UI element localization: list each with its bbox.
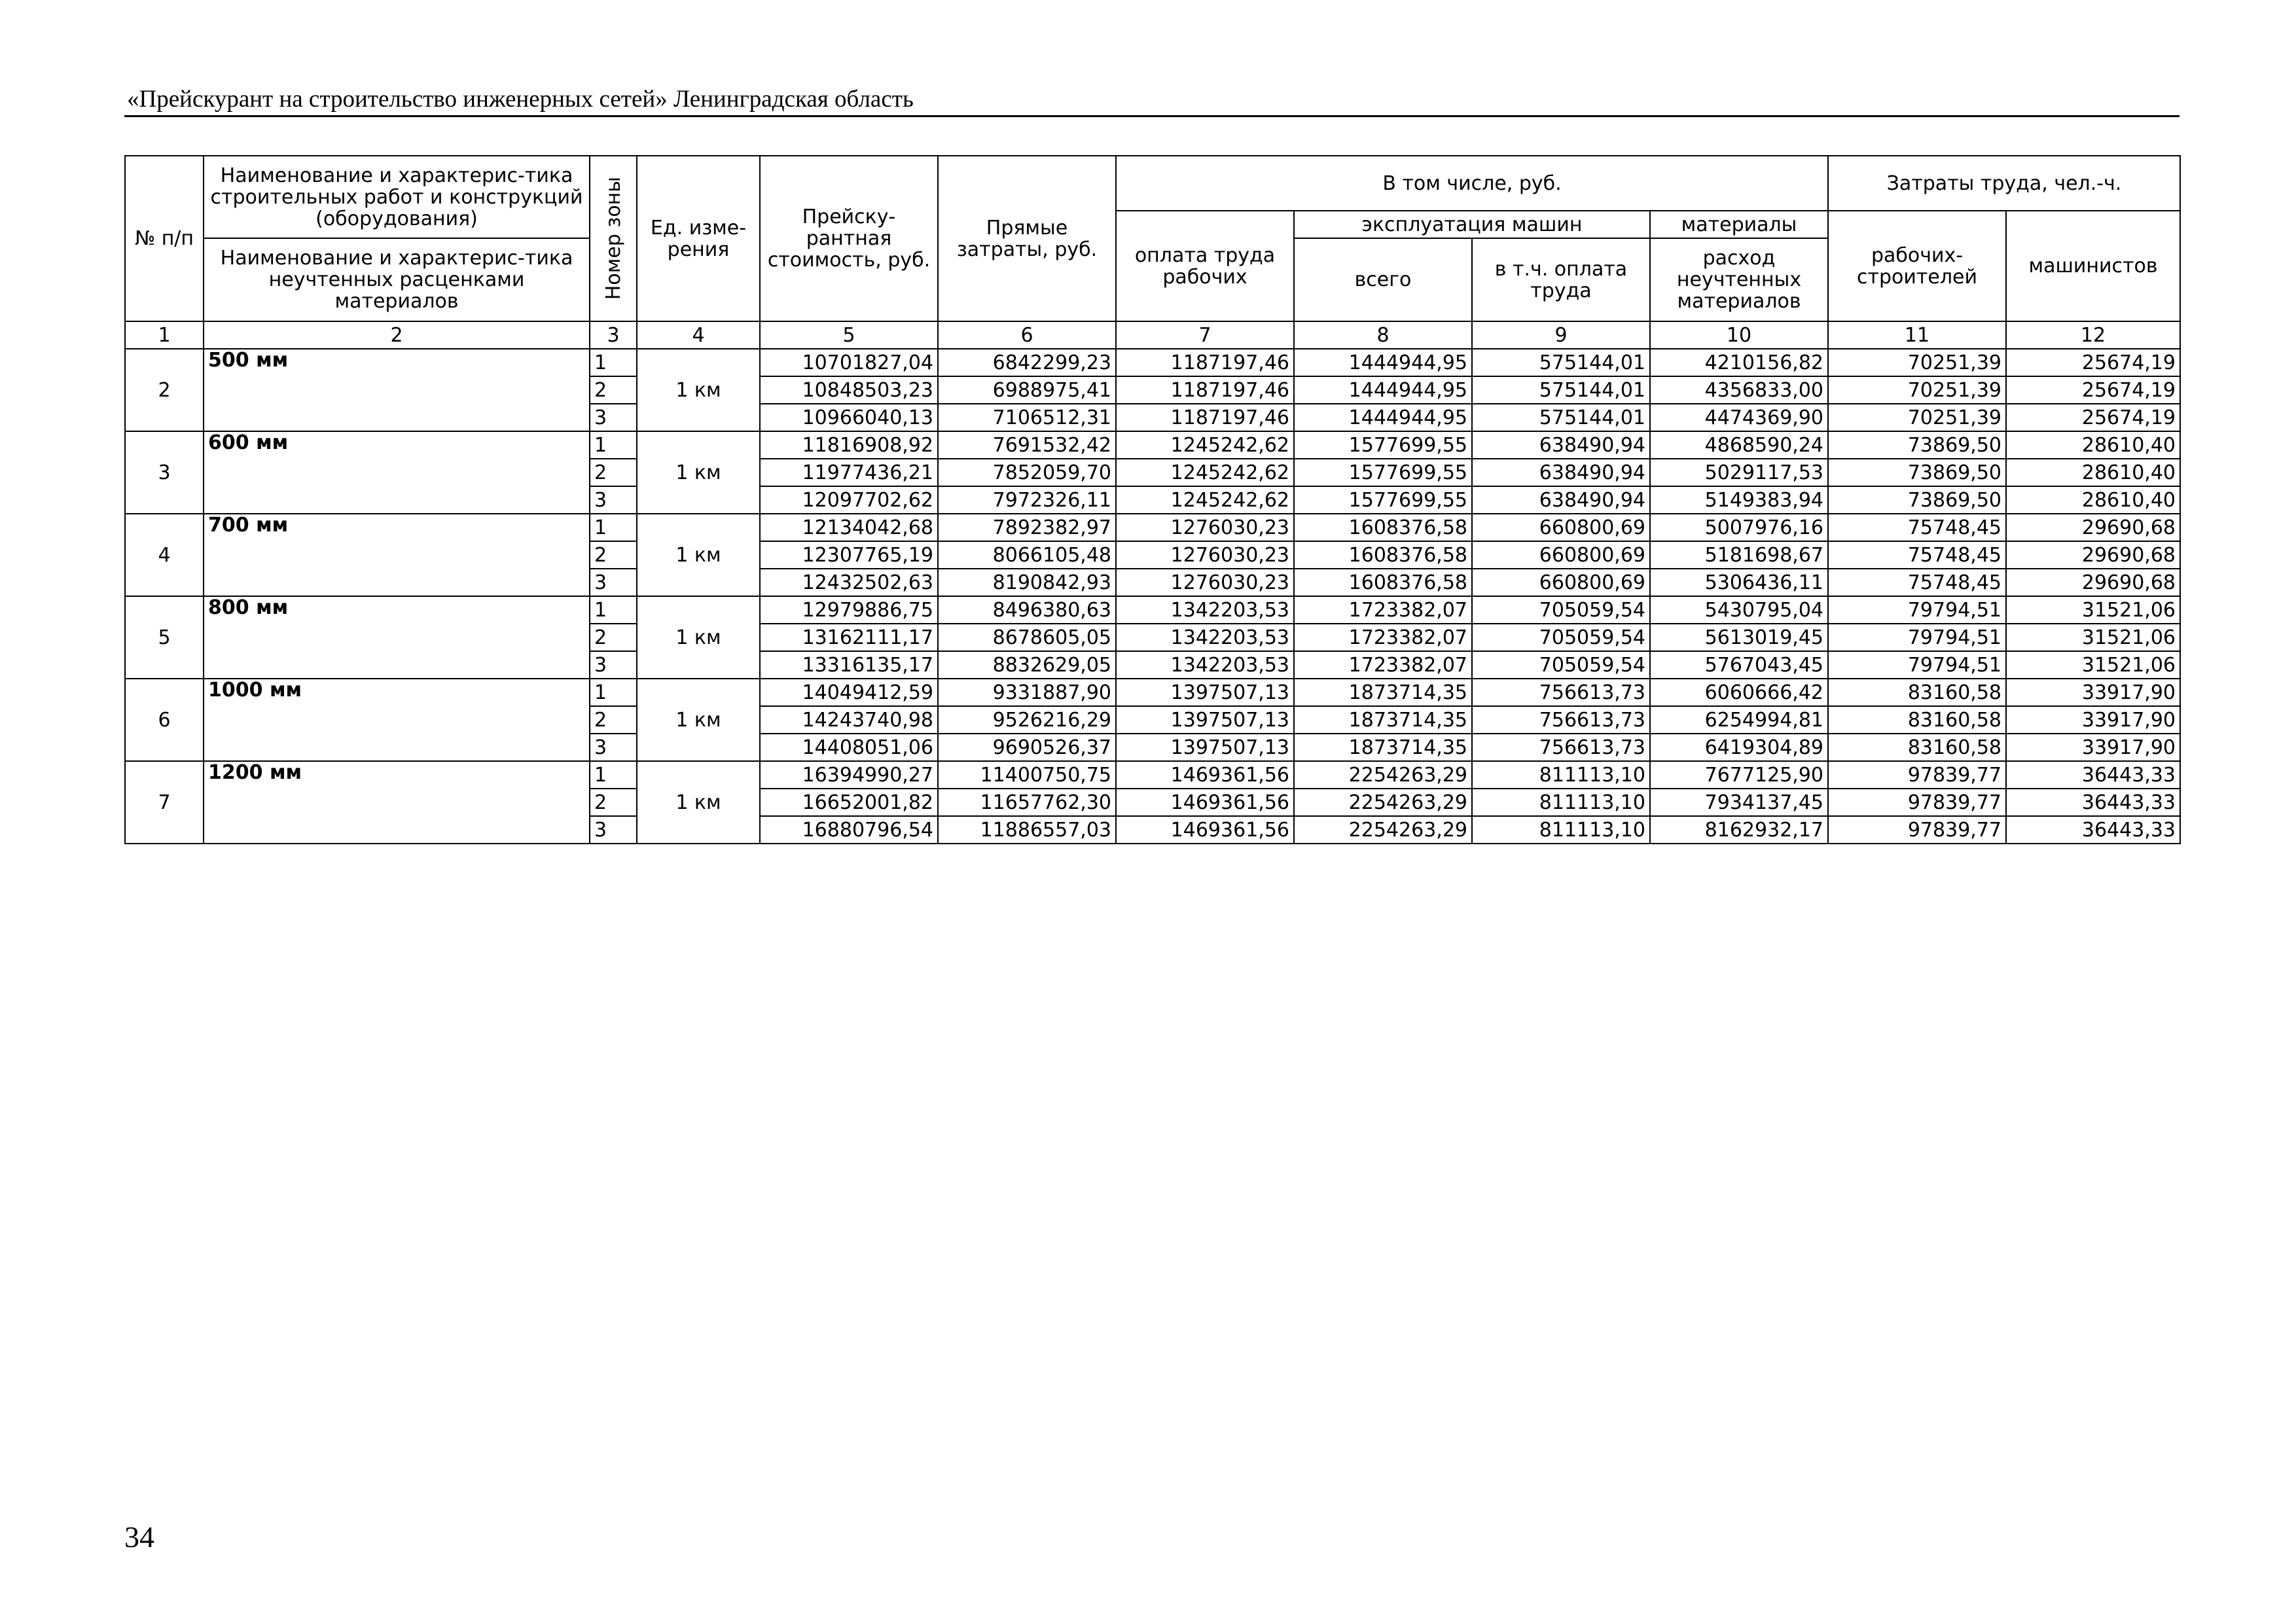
- price-value: 16394990,27: [760, 761, 938, 789]
- col-index: 8: [1294, 321, 1472, 349]
- machines-total-value: 2254263,29: [1294, 816, 1472, 844]
- table-row: [125, 679, 2180, 706]
- row-number: 5: [125, 596, 204, 679]
- operators-hours-value: 36443,33: [2006, 761, 2180, 789]
- price-value: 12097702,62: [760, 486, 938, 514]
- unit: 1 км: [637, 679, 760, 761]
- machines-wages-value: 705059,54: [1472, 624, 1650, 651]
- row-number: 4: [125, 514, 204, 596]
- direct-costs-value: 9526216,29: [938, 706, 1116, 734]
- item-name: 800 мм: [204, 596, 590, 679]
- zone-number: 3: [590, 404, 637, 431]
- col-header-labor: Затраты труда, чел.-ч.: [1828, 156, 2180, 211]
- price-value: 16880796,54: [760, 816, 938, 844]
- price-value: 13316135,17: [760, 651, 938, 679]
- price-table-container: [124, 155, 2181, 844]
- col-index: 12: [2006, 321, 2180, 349]
- operators-hours-value: 28610,40: [2006, 486, 2180, 514]
- item-name: 600 мм: [204, 431, 590, 514]
- operators-hours-value: 25674,19: [2006, 376, 2180, 404]
- machines-total-value: 1444944,95: [1294, 349, 1472, 376]
- wages-value: 1469361,56: [1116, 789, 1294, 816]
- col-header-machines: эксплуатация машин: [1294, 211, 1650, 238]
- machines-total-value: 1577699,55: [1294, 486, 1472, 514]
- machines-wages-value: 575144,01: [1472, 404, 1650, 431]
- direct-costs-value: 7852059,70: [938, 459, 1116, 486]
- materials-value: 7934137,45: [1650, 789, 1828, 816]
- price-value: 16652001,82: [760, 789, 938, 816]
- direct-costs-value: 6988975,41: [938, 376, 1116, 404]
- operators-hours-value: 25674,19: [2006, 349, 2180, 376]
- wages-value: 1187197,46: [1116, 404, 1294, 431]
- machines-total-value: 1444944,95: [1294, 404, 1472, 431]
- col-index: 1: [125, 321, 204, 349]
- builders-hours-value: 83160,58: [1828, 706, 2006, 734]
- builders-hours-value: 79794,51: [1828, 651, 2006, 679]
- price-value: 13162111,17: [760, 624, 938, 651]
- col-index: 9: [1472, 321, 1650, 349]
- materials-value: 5181698,67: [1650, 541, 1828, 569]
- operators-hours-value: 36443,33: [2006, 816, 2180, 844]
- price-value: 11816908,92: [760, 431, 938, 459]
- row-number: 6: [125, 679, 204, 761]
- machines-wages-value: 575144,01: [1472, 349, 1650, 376]
- machines-total-value: 2254263,29: [1294, 789, 1472, 816]
- col-index: 6: [938, 321, 1116, 349]
- price-value: 12307765,19: [760, 541, 938, 569]
- wages-value: 1187197,46: [1116, 376, 1294, 404]
- wages-value: 1397507,13: [1116, 734, 1294, 761]
- machines-total-value: 1444944,95: [1294, 376, 1472, 404]
- wages-value: 1276030,23: [1116, 514, 1294, 541]
- builders-hours-value: 79794,51: [1828, 596, 2006, 624]
- price-table: [124, 155, 2181, 844]
- operators-hours-value: 25674,19: [2006, 404, 2180, 431]
- zone-number: 1: [590, 431, 637, 459]
- builders-hours-value: 79794,51: [1828, 624, 2006, 651]
- col-header-operators: машинистов: [2006, 211, 2180, 321]
- price-value: 12432502,63: [760, 569, 938, 596]
- builders-hours-value: 73869,50: [1828, 431, 2006, 459]
- price-value: 14049412,59: [760, 679, 938, 706]
- machines-wages-value: 756613,73: [1472, 706, 1650, 734]
- operators-hours-value: 28610,40: [2006, 431, 2180, 459]
- builders-hours-value: 75748,45: [1828, 541, 2006, 569]
- unit: 1 км: [637, 761, 760, 844]
- zone-number: 1: [590, 349, 637, 376]
- materials-value: 5767043,45: [1650, 651, 1828, 679]
- price-value: 10701827,04: [760, 349, 938, 376]
- materials-value: 6060666,42: [1650, 679, 1828, 706]
- col-header-machines-wages: в т.ч. оплата труда: [1472, 238, 1650, 321]
- col-index: 7: [1116, 321, 1294, 349]
- row-number: 7: [125, 761, 204, 844]
- machines-wages-value: 660800,69: [1472, 569, 1650, 596]
- operators-hours-value: 29690,68: [2006, 541, 2180, 569]
- zone-number: 1: [590, 514, 637, 541]
- col-header-num: № п/п: [125, 156, 204, 321]
- direct-costs-value: 6842299,23: [938, 349, 1116, 376]
- direct-costs-value: 7972326,11: [938, 486, 1116, 514]
- operators-hours-value: 36443,33: [2006, 789, 2180, 816]
- builders-hours-value: 75748,45: [1828, 569, 2006, 596]
- operators-hours-value: 31521,06: [2006, 624, 2180, 651]
- unit: 1 км: [637, 349, 760, 431]
- col-header-zone-label: Номер зоны: [601, 177, 625, 300]
- col-header-materials-consumption: расход неучтенных материалов: [1650, 238, 1828, 321]
- col-index: 4: [637, 321, 760, 349]
- zone-number: 1: [590, 596, 637, 624]
- machines-wages-value: 638490,94: [1472, 431, 1650, 459]
- machines-wages-value: 811113,10: [1472, 789, 1650, 816]
- machines-total-value: 2254263,29: [1294, 761, 1472, 789]
- col-header-including: В том числе, руб.: [1116, 156, 1828, 211]
- materials-value: 5306436,11: [1650, 569, 1828, 596]
- unit: 1 км: [637, 596, 760, 679]
- direct-costs-value: 11886557,03: [938, 816, 1116, 844]
- builders-hours-value: 70251,39: [1828, 404, 2006, 431]
- unit: 1 км: [637, 431, 760, 514]
- wages-value: 1245242,62: [1116, 486, 1294, 514]
- materials-value: 4868590,24: [1650, 431, 1828, 459]
- zone-number: 3: [590, 569, 637, 596]
- materials-value: 6254994,81: [1650, 706, 1828, 734]
- zone-number: 1: [590, 679, 637, 706]
- wages-value: 1342203,53: [1116, 651, 1294, 679]
- table-row: [125, 431, 2180, 459]
- table-body: [125, 349, 2180, 844]
- operators-hours-value: 31521,06: [2006, 651, 2180, 679]
- direct-costs-value: 7892382,97: [938, 514, 1116, 541]
- wages-value: 1187197,46: [1116, 349, 1294, 376]
- col-header-machines-total: всего: [1294, 238, 1472, 321]
- builders-hours-value: 97839,77: [1828, 789, 2006, 816]
- wages-value: 1342203,53: [1116, 596, 1294, 624]
- machines-wages-value: 811113,10: [1472, 761, 1650, 789]
- zone-number: 2: [590, 624, 637, 651]
- machines-wages-value: 638490,94: [1472, 459, 1650, 486]
- col-header-unit: Ед. изме-рения: [637, 156, 760, 321]
- builders-hours-value: 97839,77: [1828, 816, 2006, 844]
- wages-value: 1342203,53: [1116, 624, 1294, 651]
- wages-value: 1469361,56: [1116, 761, 1294, 789]
- wages-value: 1469361,56: [1116, 816, 1294, 844]
- document-title: «Прейскурант на строительство инженерных сетей» Ленинградская область: [127, 86, 914, 113]
- col-header-name-bottom: Наименование и характерис-тика неучтенных расценками материалов: [204, 238, 590, 321]
- wages-value: 1397507,13: [1116, 706, 1294, 734]
- materials-value: 6419304,89: [1650, 734, 1828, 761]
- builders-hours-value: 70251,39: [1828, 376, 2006, 404]
- machines-wages-value: 705059,54: [1472, 596, 1650, 624]
- machines-total-value: 1608376,58: [1294, 569, 1472, 596]
- direct-costs-value: 8496380,63: [938, 596, 1116, 624]
- operators-hours-value: 28610,40: [2006, 459, 2180, 486]
- direct-costs-value: 8066105,48: [938, 541, 1116, 569]
- operators-hours-value: 33917,90: [2006, 679, 2180, 706]
- zone-number: 2: [590, 706, 637, 734]
- machines-total-value: 1873714,35: [1294, 734, 1472, 761]
- col-header-zone: [590, 156, 637, 321]
- item-name: 500 мм: [204, 349, 590, 431]
- builders-hours-value: 97839,77: [1828, 761, 2006, 789]
- wages-value: 1245242,62: [1116, 431, 1294, 459]
- builders-hours-value: 73869,50: [1828, 459, 2006, 486]
- builders-hours-value: 83160,58: [1828, 679, 2006, 706]
- page-header: [124, 84, 2179, 117]
- row-number: 2: [125, 349, 204, 431]
- table-row: [125, 349, 2180, 376]
- price-value: 11977436,21: [760, 459, 938, 486]
- materials-value: 5149383,94: [1650, 486, 1828, 514]
- col-header-builders: рабочих-строителей: [1828, 211, 2006, 321]
- machines-total-value: 1723382,07: [1294, 651, 1472, 679]
- operators-hours-value: 31521,06: [2006, 596, 2180, 624]
- machines-total-value: 1873714,35: [1294, 679, 1472, 706]
- materials-value: 4356833,00: [1650, 376, 1828, 404]
- materials-value: 4474369,90: [1650, 404, 1828, 431]
- page-number: 34: [124, 1520, 154, 1554]
- zone-number: 2: [590, 789, 637, 816]
- col-header-direct: Прямые затраты, руб.: [938, 156, 1116, 321]
- col-index: 5: [760, 321, 938, 349]
- direct-costs-value: 8678605,05: [938, 624, 1116, 651]
- table-row: [125, 761, 2180, 789]
- col-header-price: Прейску-рантная стоимость, руб.: [760, 156, 938, 321]
- price-value: 14243740,98: [760, 706, 938, 734]
- unit: 1 км: [637, 514, 760, 596]
- direct-costs-value: 11657762,30: [938, 789, 1116, 816]
- direct-costs-value: 7106512,31: [938, 404, 1116, 431]
- wages-value: 1245242,62: [1116, 459, 1294, 486]
- machines-wages-value: 660800,69: [1472, 514, 1650, 541]
- machines-total-value: 1723382,07: [1294, 596, 1472, 624]
- item-name: 700 мм: [204, 514, 590, 596]
- zone-number: 1: [590, 761, 637, 789]
- machines-wages-value: 756613,73: [1472, 679, 1650, 706]
- builders-hours-value: 70251,39: [1828, 349, 2006, 376]
- machines-wages-value: 811113,10: [1472, 816, 1650, 844]
- zone-number: 3: [590, 651, 637, 679]
- builders-hours-value: 75748,45: [1828, 514, 2006, 541]
- materials-value: 7677125,90: [1650, 761, 1828, 789]
- col-header-name-top: Наименование и характерис-тика строительных работ и конструкций (оборудования): [204, 156, 590, 238]
- price-value: 12979886,75: [760, 596, 938, 624]
- operators-hours-value: 33917,90: [2006, 706, 2180, 734]
- price-value: 10966040,13: [760, 404, 938, 431]
- machines-total-value: 1873714,35: [1294, 706, 1472, 734]
- machines-wages-value: 660800,69: [1472, 541, 1650, 569]
- direct-costs-value: 7691532,42: [938, 431, 1116, 459]
- item-name: 1000 мм: [204, 679, 590, 761]
- materials-value: 5613019,45: [1650, 624, 1828, 651]
- machines-wages-value: 638490,94: [1472, 486, 1650, 514]
- col-index: 2: [204, 321, 590, 349]
- col-header-wages: оплата труда рабочих: [1116, 211, 1294, 321]
- direct-costs-value: 9690526,37: [938, 734, 1116, 761]
- col-index: 10: [1650, 321, 1828, 349]
- operators-hours-value: 29690,68: [2006, 514, 2180, 541]
- builders-hours-value: 73869,50: [1828, 486, 2006, 514]
- builders-hours-value: 83160,58: [1828, 734, 2006, 761]
- price-value: 10848503,23: [760, 376, 938, 404]
- machines-wages-value: 756613,73: [1472, 734, 1650, 761]
- col-index: 3: [590, 321, 637, 349]
- wages-value: 1276030,23: [1116, 569, 1294, 596]
- machines-wages-value: 575144,01: [1472, 376, 1650, 404]
- materials-value: 8162932,17: [1650, 816, 1828, 844]
- item-name: 1200 мм: [204, 761, 590, 844]
- row-number: 3: [125, 431, 204, 514]
- machines-total-value: 1577699,55: [1294, 431, 1472, 459]
- table-row: [125, 514, 2180, 541]
- price-value: 12134042,68: [760, 514, 938, 541]
- direct-costs-value: 8832629,05: [938, 651, 1116, 679]
- machines-wages-value: 705059,54: [1472, 651, 1650, 679]
- zone-number: 2: [590, 459, 637, 486]
- direct-costs-value: 8190842,93: [938, 569, 1116, 596]
- operators-hours-value: 33917,90: [2006, 734, 2180, 761]
- col-index: 11: [1828, 321, 2006, 349]
- table-row: [125, 596, 2180, 624]
- zone-number: 3: [590, 734, 637, 761]
- direct-costs-value: 9331887,90: [938, 679, 1116, 706]
- direct-costs-value: 11400750,75: [938, 761, 1116, 789]
- operators-hours-value: 29690,68: [2006, 569, 2180, 596]
- price-value: 14408051,06: [760, 734, 938, 761]
- zone-number: 2: [590, 376, 637, 404]
- materials-value: 5007976,16: [1650, 514, 1828, 541]
- zone-number: 3: [590, 816, 637, 844]
- zone-number: 3: [590, 486, 637, 514]
- machines-total-value: 1608376,58: [1294, 514, 1472, 541]
- zone-number: 2: [590, 541, 637, 569]
- machines-total-value: 1577699,55: [1294, 459, 1472, 486]
- materials-value: 5029117,53: [1650, 459, 1828, 486]
- col-header-materials: материалы: [1650, 211, 1828, 238]
- wages-value: 1397507,13: [1116, 679, 1294, 706]
- wages-value: 1276030,23: [1116, 541, 1294, 569]
- materials-value: 5430795,04: [1650, 596, 1828, 624]
- machines-total-value: 1723382,07: [1294, 624, 1472, 651]
- materials-value: 4210156,82: [1650, 349, 1828, 376]
- machines-total-value: 1608376,58: [1294, 541, 1472, 569]
